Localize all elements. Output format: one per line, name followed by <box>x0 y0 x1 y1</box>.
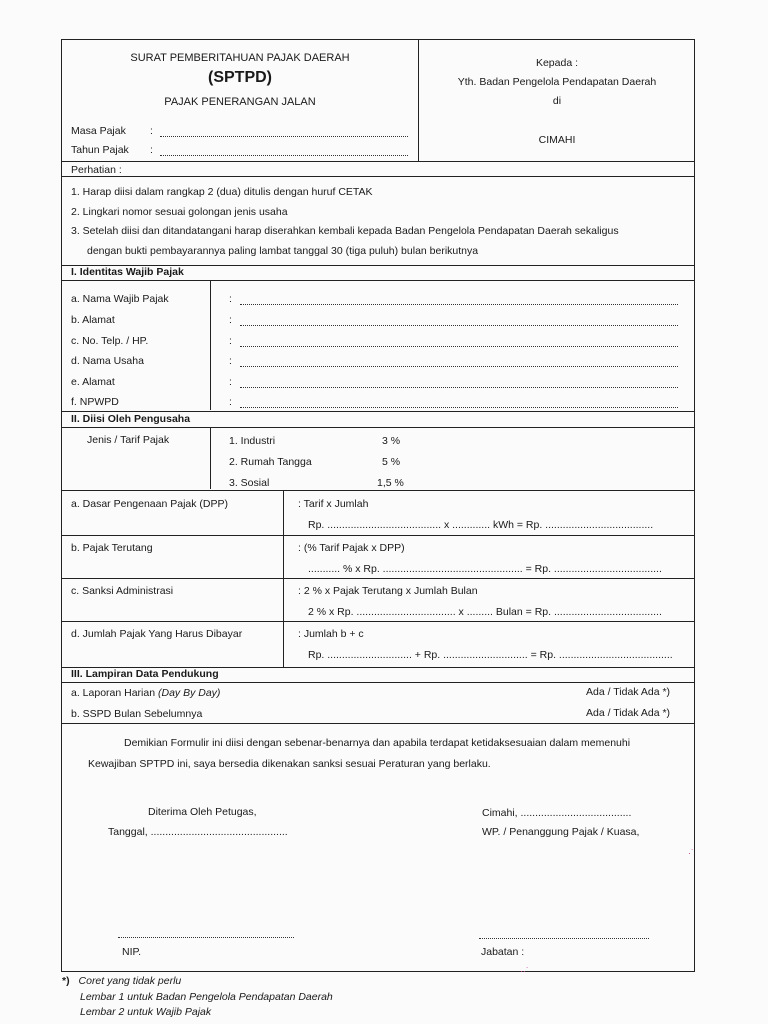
tarif-rumah-tangga-rate: 5 % <box>382 456 401 468</box>
cimahi-date-field[interactable]: Cimahi, ...................................... <box>482 807 632 819</box>
tarif-industri[interactable]: 1. Industri <box>229 435 276 447</box>
tarif-industri-rate: 3 % <box>382 435 401 447</box>
field-telp-label: c. No. Telp. / HP. <box>71 335 149 347</box>
field-alamat-label: b. Alamat <box>71 314 115 326</box>
sanksi-input[interactable]: 2 % x Rp. .................................. x ......... Bulan = Rp. ..................................... <box>308 606 662 618</box>
field-npwpd[interactable] <box>240 407 678 408</box>
recipient: Yth. Badan Pengelola Pendapatan Daerah <box>457 76 657 88</box>
field-nama-usaha-label: d. Nama Usaha <box>71 355 144 367</box>
tarif-sosial[interactable]: 3. Sosial <box>229 477 270 489</box>
perhatian-item: 1. Harap diisi dalam rangkap 2 (dua) ditulis dengan huruf CETAK <box>71 186 373 198</box>
dpp-formula: : Tarif x Jumlah <box>298 498 369 510</box>
stray-mark: ··˙ <box>520 966 529 976</box>
identitas-title: I. Identitas Wajib Pajak <box>71 266 184 278</box>
wp-label: WP. / Penanggung Pajak / Kuasa, <box>482 826 640 838</box>
tarif-sosial-rate: 1,5 % <box>377 477 404 489</box>
field-npwpd-label: f. NPWPD <box>71 396 119 408</box>
jenis-tarif-label: Jenis / Tarif Pajak <box>87 434 170 446</box>
field-telp[interactable] <box>240 346 678 347</box>
tahun-pajak-field[interactable] <box>160 155 408 156</box>
masa-pajak-field[interactable] <box>160 136 408 137</box>
stray-mark: ·˙ <box>688 848 694 858</box>
field-alamat[interactable] <box>240 325 678 326</box>
form-title-3: PAJAK PENERANGAN JALAN <box>164 96 316 108</box>
jumlah-pajak-input[interactable]: Rp. ............................. + Rp. ............................. = Rp. ....................................... <box>308 649 673 661</box>
form-title-2: (SPTPD) <box>208 69 272 86</box>
sanksi-formula: : 2 % x Pajak Terutang x Jumlah Bulan <box>298 585 478 597</box>
recipient-di: di <box>552 95 562 107</box>
pengusaha-title: II. Diisi Oleh Pengusaha <box>71 413 191 425</box>
field-alamat-usaha[interactable] <box>240 387 678 388</box>
pajak-terutang-label: b. Pajak Terutang <box>71 542 153 554</box>
nip-label: NIP. <box>122 946 142 958</box>
tarif-rumah-tangga[interactable]: 2. Rumah Tangga <box>229 456 312 468</box>
jumlah-pajak-formula: : Jumlah b + c <box>298 628 364 640</box>
jabatan-label: Jabatan : <box>481 946 525 958</box>
tahun-pajak-label: Tahun Pajak <box>71 144 129 156</box>
laporan-harian-option[interactable]: Ada / Tidak Ada *) <box>586 686 671 698</box>
field-alamat-usaha-label: e. Alamat <box>71 376 115 388</box>
masa-pajak-label: Masa Pajak <box>71 125 126 137</box>
tanggal-field[interactable]: Tanggal, ............................................... <box>108 826 288 838</box>
pajak-terutang-input[interactable]: ........... % x Rp. ................................................ = Rp. ..................................... <box>308 563 662 575</box>
sanksi-label: c. Sanksi Administrasi <box>71 585 174 597</box>
dpp-label: a. Dasar Pengenaan Pajak (DPP) <box>71 498 229 510</box>
laporan-harian-label: a. Laporan Harian (Day By Day) <box>71 687 221 699</box>
recipient-city: CIMAHI <box>538 134 576 146</box>
sptpd-form: SURAT PEMBERITAHUAN PAJAK DAERAH (SPTPD) PAJAK PENERANGAN JALAN Masa Pajak : Tahun Pajak : Kepada : Yth. Badan Pengelola Pendapatan Daerah di CIMAHI Perhatian : 1. Harap diisi dalam rangkap 2 (dua) ditulis dengan huruf CETAK 2. Lingkari nomor sesuai golongan jenis usaha 3. Setelah diisi dan ditandatangani harap diserahkan kembali kepada Badan Pengelola Pendapatan Daerah sekaligus dengan bukti pembayarannya paling lambat tanggal 30 (tiga puluh) bulan berikutnya I. Identitas Wajib Pajak a. Nama Wajib Pajak : b. Alamat : c. No. Telp. / HP. : d. Nama Usaha : e. Alamat : f. NPWPD : II. Diisi Oleh Pengusaha Jenis / Tarif Pajak 1. Industri 3 % 2. Rumah Tangga 5 % 3. Sosial 1,5 % a. Dasar Pengenaan Pajak (DPP) : Tarif x Jumlah Rp. ....................................... x ............. kWh = Rp. ..................................... b. Pajak Terutang : (% Tarif Pajak x DPP) ........... % x Rp. ................................................ = Rp. ..................................... c. Sanksi Administrasi : 2 % x Pajak Terutang x Jumlah Bulan 2 % x Rp. .................................. x ......... Bulan = Rp. ..................................... d. Jumlah Pajak Yang Harus Dibayar : Jumlah b + c Rp. ............................. + Rp. ............................. = Rp. ....................................... III. Lampiran Data Pendukung a. Laporan Harian (Day By Day) Ada / Tidak Ada *) b. SSPD Bulan Sebelumnya Ada / Tidak Ada *) Demikian Formulir ini diisi dengan sebenar-benarnya dan apabila terdapat ketidaksesuaian dalam memenuhi Kewajiban SPTPD ini, saya bersedia dikenakan sanksi sesuai Peraturan yang berlaku. Diterima Oleh Petugas, Tanggal, ............................................... Cimahi, ...................................... WP. / Penanggung Pajak / Kuasa, NIP. Jabatan : <box>61 39 695 972</box>
sspd-option[interactable]: Ada / Tidak Ada *) <box>586 707 671 719</box>
perhatian-item: 3. Setelah diisi dan ditandatangani harap diserahkan kembali kepada Badan Pengelola Pendapatan Daerah sekaligus <box>71 225 619 237</box>
pajak-terutang-formula: : (% Tarif Pajak x DPP) <box>298 542 405 554</box>
declaration-line-1: Demikian Formulir ini diisi dengan sebenar-benarnya dan apabila terdapat ketidaksesuaian dalam memenuhi <box>124 737 631 749</box>
field-nama-usaha[interactable] <box>240 366 678 367</box>
footnote-2: Lembar 1 untuk Badan Pengelola Pendapatan Daerah <box>80 991 333 1003</box>
footnote-3: Lembar 2 untuk Wajib Pajak <box>80 1006 212 1018</box>
wp-signature-line[interactable] <box>479 938 649 939</box>
diterima-label: Diterima Oleh Petugas, <box>148 806 257 818</box>
footnote-1: *) Coret yang tidak perlu <box>62 975 182 987</box>
declaration-line-2: Kewajiban SPTPD ini, saya bersedia dikenakan sanksi sesuai Peraturan yang berlaku. <box>88 758 491 770</box>
sspd-label: b. SSPD Bulan Sebelumnya <box>71 708 203 720</box>
perhatian-item: dengan bukti pembayarannya paling lambat tanggal 30 (tiga puluh) bulan berikutnya <box>87 245 479 257</box>
petugas-signature-line[interactable] <box>118 937 294 938</box>
kepada-label: Kepada : <box>535 57 579 69</box>
perhatian-title: Perhatian : <box>71 164 122 176</box>
perhatian-item: 2. Lingkari nomor sesuai golongan jenis usaha <box>71 206 288 218</box>
jumlah-pajak-label: d. Jumlah Pajak Yang Harus Dibayar <box>71 628 243 640</box>
lampiran-title: III. Lampiran Data Pendukung <box>71 668 219 680</box>
form-title-1: SURAT PEMBERITAHUAN PAJAK DAERAH <box>130 52 350 64</box>
field-nama-wajib-pajak[interactable] <box>240 304 678 305</box>
field-nama-wajib-pajak-label: a. Nama Wajib Pajak <box>71 293 169 305</box>
dpp-input[interactable]: Rp. ....................................... x ............. kWh = Rp. ..................................... <box>308 519 654 531</box>
